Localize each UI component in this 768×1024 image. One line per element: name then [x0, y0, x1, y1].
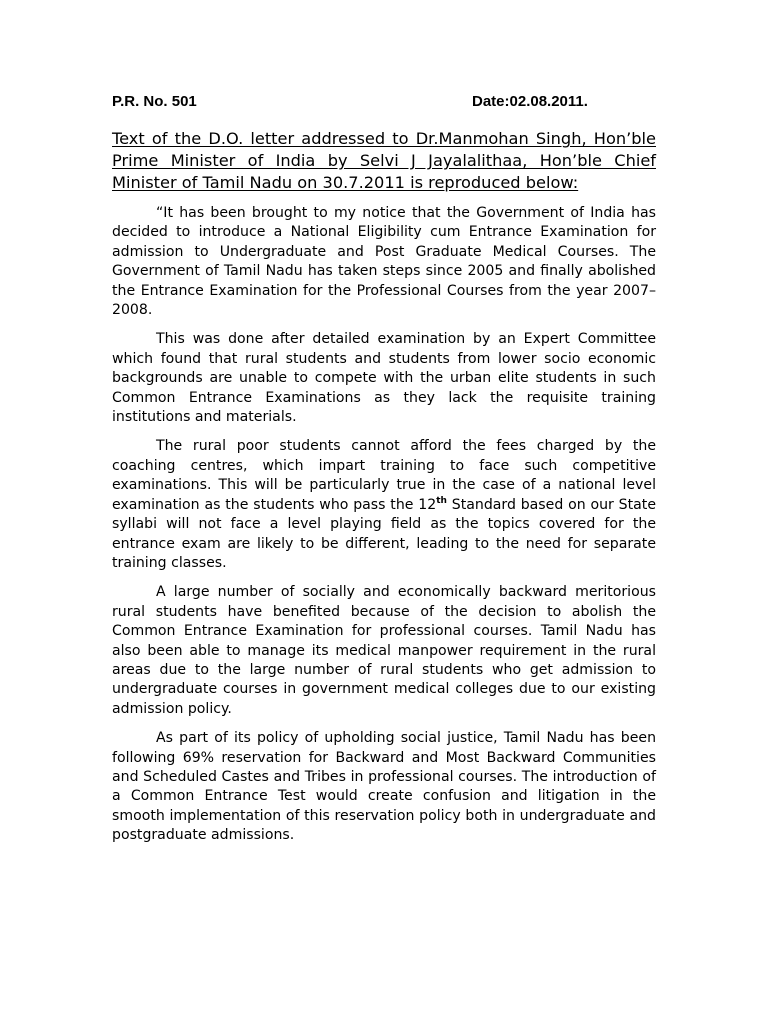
paragraph-2: This was done after detailed examination by an Expert Committee which found that rural students and students from lower socio economic backgrounds are unable to compete with the urban elite students in such Common Entrance Examinations as they lack the requisite training institutions and materials. [112, 331, 656, 426]
document-title: Text of the D.O. letter addressed to Dr.Manmohan Singh, Hon’ble Prime Minister of India by Selvi J Jayalalithaa, Hon’ble Chief Minister of Tamil Nadu on 30.7.2011 is reproduced below: [112, 129, 656, 192]
paragraph-3-part-1: The rural poor students cannot afford the fees charged by the coaching centres, which impart training to face such competitive examinations. This will be particularly true in the case of a national level examination as the students who pass the 12 [112, 438, 656, 513]
paragraph-5: As part of its policy of upholding social justice, Tamil Nadu has been following 69% reservation for Backward and Most Backward Communities and Scheduled Castes and Tribes in professional courses. The introduction of a Common Entrance Test would create confusion and litigation in the smooth implementation of this reservation policy both in undergraduate and postgraduate admissions. [112, 730, 656, 844]
paragraph-3-part-2: Standard based on our State syllabi will not face a level playing field as the topics covered for the entrance exam are likely to be different, leading to the need for separate training classes. [112, 496, 656, 571]
letter-body [112, 204, 656, 846]
release-date: Date:02.08.2011. [472, 93, 588, 110]
document-header [112, 92, 656, 112]
document-page [112, 92, 656, 856]
press-release-number: P.R. No. 501 [112, 93, 197, 110]
paragraph-3 [112, 437, 656, 573]
paragraph-4: A large number of socially and economically backward meritorious rural students have benefited because of the decision to abolish the Common Entrance Examination for professional courses. Tamil Nadu has also been able to manage its medical manpower requirement in the rural areas due to the large number of rural students who get admission to undergraduate courses in government medical colleges due to our existing admission policy. [112, 584, 656, 717]
paragraph-1: “It has been brought to my notice that the Government of India has decided to introduce a National Eligibility cum Entrance Examination for admission to Undergraduate and Post Graduate Medical Courses. The Government of Tamil Nadu has taken steps since 2005 and finally abolished the Entrance Examination for the Professional Courses from the year 2007–2008. [112, 205, 656, 319]
ordinal-superscript: th [436, 495, 447, 506]
